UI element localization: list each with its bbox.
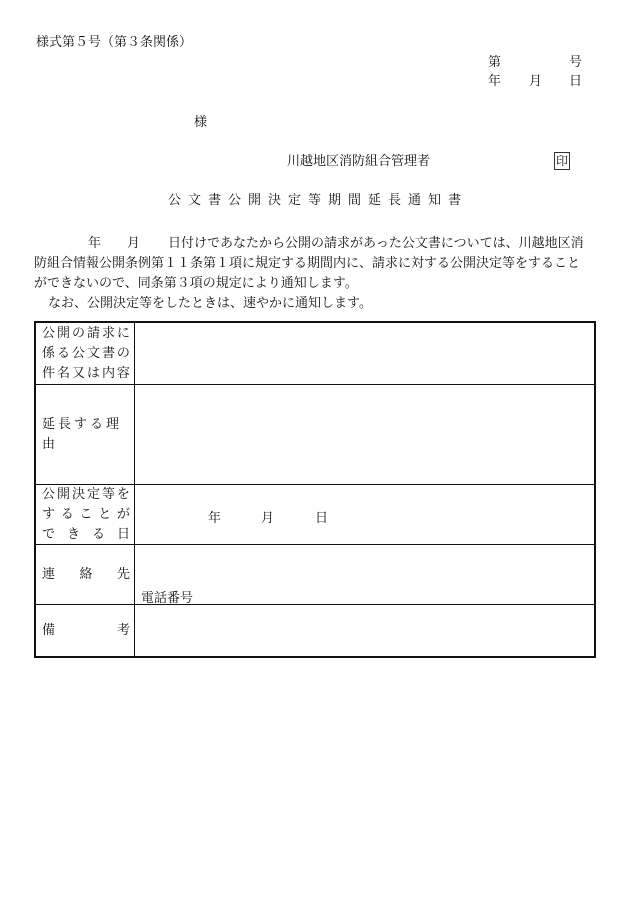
- label-char: 書: [101, 345, 115, 361]
- label-remarks: [36, 605, 135, 656]
- label-char: き: [66, 526, 80, 542]
- label-char: 開: [56, 325, 70, 341]
- row-remarks: [36, 604, 594, 656]
- label-char: 定: [86, 486, 100, 502]
- row-extension-reason: [36, 384, 594, 484]
- label-char: の: [71, 325, 85, 341]
- label-char: 件: [42, 365, 56, 381]
- label-char: る: [91, 526, 105, 542]
- body-line-1: [34, 234, 596, 254]
- label-char: 公: [42, 486, 56, 502]
- label-decision-date: [36, 485, 135, 544]
- body-line-4: [34, 294, 596, 314]
- label-char: る: [56, 345, 70, 361]
- label-line: [42, 344, 130, 364]
- issue-date-month: 月: [529, 74, 543, 89]
- label-char: 備: [42, 622, 56, 638]
- label-char: 文: [86, 345, 100, 361]
- row-request-subject: [36, 323, 594, 384]
- issue-date-day: 日: [569, 74, 583, 89]
- label-request-subject: [36, 323, 135, 384]
- row-contact: [36, 544, 594, 604]
- field-request-subject[interactable]: [135, 323, 594, 384]
- issue-date-year: 年: [488, 74, 502, 89]
- decision-date-day: 日: [315, 511, 329, 526]
- label-char: 名: [56, 365, 70, 381]
- label-char: 等: [101, 486, 115, 502]
- label-char: 先: [116, 566, 130, 582]
- field-contact[interactable]: [135, 545, 594, 604]
- label-char: る: [60, 506, 74, 522]
- label-line: [42, 364, 130, 384]
- notice-body: [34, 234, 596, 314]
- document-number-suffix: 号: [569, 55, 583, 70]
- label-char: 絡: [79, 566, 93, 582]
- label-char: す: [42, 506, 56, 522]
- field-extension-reason[interactable]: [135, 385, 594, 484]
- label-char: こ: [79, 506, 93, 522]
- notice-form-table: [34, 321, 596, 658]
- body-line-3: ができないので、同条第３項の規定により通知します。: [34, 276, 358, 291]
- label-char: が: [116, 506, 130, 522]
- label-line: [42, 324, 130, 344]
- label-line: [42, 565, 130, 585]
- label-contact: [36, 545, 135, 604]
- label-char: は: [86, 365, 100, 381]
- label-char: を: [116, 486, 130, 502]
- label-line: [42, 621, 130, 641]
- issuer-name: 川越地区消防組合管理者: [287, 154, 431, 169]
- label-char: 考: [116, 622, 130, 638]
- label-char: 求: [101, 325, 115, 341]
- label-char: 連: [42, 566, 56, 582]
- label-char: 公: [71, 345, 85, 361]
- field-remarks[interactable]: [135, 605, 594, 656]
- seal-mark: 印: [555, 154, 568, 168]
- body-line-1-text: 日付けであなたから公開の請求があった公文書については、川越地区消: [168, 236, 584, 251]
- label-char: 公: [42, 325, 56, 341]
- label-line: [42, 525, 130, 545]
- label-char: 容: [116, 365, 130, 381]
- label-line: [42, 485, 130, 505]
- phone-number-label: 電話番号: [141, 591, 194, 606]
- label-char: 係: [42, 345, 56, 361]
- decision-date-month: 月: [261, 511, 275, 526]
- label-char: 開: [56, 486, 70, 502]
- label-char: 内: [101, 365, 115, 381]
- body-month: 月: [127, 236, 141, 251]
- body-line-4-text: なお、公開決定等をしたときは、速やかに通知します。: [48, 296, 372, 311]
- decision-date-year: 年: [208, 511, 222, 526]
- label-line: [42, 505, 130, 525]
- field-decision-date[interactable]: [135, 485, 594, 544]
- label-text: 延長する理由: [42, 416, 123, 452]
- document-title: 公文書公開決定等期間延長通知書: [167, 193, 468, 208]
- label-char: の: [116, 345, 130, 361]
- document-number-label: 第: [488, 55, 502, 70]
- row-decision-date: [36, 484, 594, 544]
- label-char: 又: [71, 365, 85, 381]
- label-char: と: [98, 506, 112, 522]
- label-char: 決: [71, 486, 85, 502]
- label-char: で: [42, 526, 56, 542]
- form-number: 様式第５号（第３条関係）: [36, 35, 193, 50]
- label-char: 請: [86, 325, 100, 341]
- label-char: に: [116, 325, 130, 341]
- body-line-2: 防組合情報公開条例第１１条第１項に規定する期間内に、請求に対する公開決定等をすること: [34, 256, 581, 271]
- label-extension-reason: [36, 385, 135, 484]
- body-year: 年: [88, 236, 102, 251]
- addressee-honorific: 様: [194, 115, 208, 130]
- label-char: 日: [116, 526, 130, 542]
